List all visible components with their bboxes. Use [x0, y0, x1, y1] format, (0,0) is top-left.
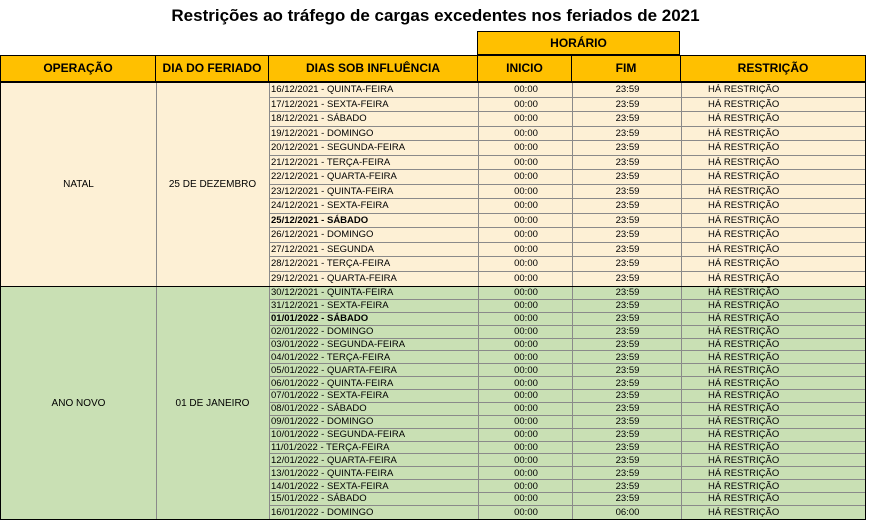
- day-cell: 22/12/2021 - QUARTA-FEIRA: [271, 171, 397, 183]
- fim-cell: 23:59: [572, 257, 682, 271]
- inicio-cell: 00:00: [478, 429, 573, 441]
- restricao-cell: HÁ RESTRIÇÃO: [681, 506, 865, 519]
- day-cell: 18/12/2021 - SÁBADO: [271, 113, 367, 125]
- fim-cell: 23:59: [572, 287, 682, 299]
- fim-cell: 23:59: [572, 199, 682, 213]
- fim-cell: 23:59: [572, 454, 682, 466]
- table-row: [269, 467, 865, 480]
- day-cell: 23/12/2021 - QUINTA-FEIRA: [271, 185, 394, 197]
- restricao-cell: HÁ RESTRIÇÃO: [681, 199, 865, 213]
- fim-cell: 23:59: [572, 416, 682, 428]
- day-cell: 03/01/2022 - SEGUNDA-FEIRA: [271, 338, 406, 350]
- fim-cell: 23:59: [572, 339, 682, 351]
- fim-cell: 23:59: [572, 141, 682, 155]
- restricao-cell: HÁ RESTRIÇÃO: [681, 287, 865, 299]
- day-cell: 06/01/2022 - QUINTA-FEIRA: [271, 377, 394, 389]
- fim-cell: 23:59: [572, 313, 682, 325]
- dias-influencia-header: DIAS SOB INFLUÊNCIA: [268, 55, 478, 82]
- table-row: [269, 287, 865, 300]
- inicio-cell: 00:00: [478, 185, 573, 199]
- fim-header: FIM: [571, 55, 681, 82]
- table-row: [269, 403, 865, 416]
- table-row: [269, 185, 865, 200]
- table-row: [269, 339, 865, 352]
- day-cell: 12/01/2022 - QUARTA-FEIRA: [271, 454, 397, 466]
- fim-cell: 06:00: [572, 506, 682, 519]
- table-row: [269, 416, 865, 429]
- table-row: [269, 493, 865, 506]
- dia-feriado-cell: 25 DE DEZEMBRO: [156, 83, 270, 286]
- day-cell: 11/01/2022 - TERÇA-FEIRA: [271, 441, 390, 453]
- inicio-cell: 00:00: [478, 339, 573, 351]
- fim-cell: 23:59: [572, 442, 682, 454]
- inicio-cell: 00:00: [478, 351, 573, 363]
- day-cell: 24/12/2021 - SEXTA-FEIRA: [271, 200, 389, 212]
- table-row: [269, 454, 865, 467]
- day-cell: 27/12/2021 - SEGUNDA: [271, 243, 374, 255]
- day-cell: 15/01/2022 - SÁBADO: [271, 493, 367, 505]
- fim-cell: 23:59: [572, 300, 682, 312]
- restricao-cell: HÁ RESTRIÇÃO: [681, 228, 865, 242]
- table-row: [269, 351, 865, 364]
- dia-feriado-header: DIA DO FERIADO: [155, 55, 269, 82]
- day-cell: 17/12/2021 - SEXTA-FEIRA: [271, 98, 389, 110]
- fim-cell: 23:59: [572, 185, 682, 199]
- table-row: [269, 272, 865, 287]
- restricao-cell: HÁ RESTRIÇÃO: [681, 83, 865, 97]
- day-cell: 08/01/2022 - SÁBADO: [271, 403, 367, 415]
- inicio-cell: 00:00: [478, 403, 573, 415]
- operacao-header: OPERAÇÃO: [0, 55, 156, 82]
- fim-cell: 23:59: [572, 83, 682, 97]
- inicio-cell: 00:00: [478, 377, 573, 389]
- table-row: [269, 390, 865, 403]
- restricao-cell: HÁ RESTRIÇÃO: [681, 480, 865, 492]
- fim-cell: 23:59: [572, 272, 682, 287]
- fim-cell: 23:59: [572, 214, 682, 228]
- table-row: [269, 127, 865, 142]
- table-row: [269, 257, 865, 272]
- restricao-cell: HÁ RESTRIÇÃO: [681, 112, 865, 126]
- table-row: [269, 442, 865, 455]
- inicio-cell: 00:00: [478, 127, 573, 141]
- inicio-cell: 00:00: [478, 170, 573, 184]
- page-title: Restrições ao tráfego de cargas excedentes nos feriados de 2021: [171, 6, 700, 25]
- day-cell: 02/01/2022 - DOMINGO: [271, 326, 374, 338]
- restricao-cell: HÁ RESTRIÇÃO: [681, 351, 865, 363]
- restricao-cell: HÁ RESTRIÇÃO: [681, 257, 865, 271]
- fim-cell: 23:59: [572, 112, 682, 126]
- inicio-cell: 00:00: [478, 272, 573, 287]
- day-cell: 20/12/2021 - SEGUNDA-FEIRA: [271, 142, 406, 154]
- inicio-cell: 00:00: [478, 83, 573, 97]
- inicio-cell: 00:00: [478, 390, 573, 402]
- fim-cell: 23:59: [572, 480, 682, 492]
- day-cell: 16/01/2022 - DOMINGO: [271, 506, 374, 518]
- inicio-cell: 00:00: [478, 199, 573, 213]
- fim-cell: 23:59: [572, 467, 682, 479]
- inicio-cell: 00:00: [478, 416, 573, 428]
- inicio-cell: 00:00: [478, 156, 573, 170]
- inicio-cell: 00:00: [478, 228, 573, 242]
- table-row: [269, 243, 865, 258]
- day-cell: 14/01/2022 - SEXTA-FEIRA: [271, 480, 389, 492]
- restricao-cell: HÁ RESTRIÇÃO: [681, 390, 865, 402]
- inicio-cell: 00:00: [478, 480, 573, 492]
- fim-cell: 23:59: [572, 377, 682, 389]
- table-row: [269, 300, 865, 313]
- table-row: [269, 313, 865, 326]
- restricao-cell: HÁ RESTRIÇÃO: [681, 493, 865, 505]
- fim-cell: 23:59: [572, 493, 682, 505]
- inicio-cell: 00:00: [478, 214, 573, 228]
- restricao-cell: HÁ RESTRIÇÃO: [681, 454, 865, 466]
- inicio-cell: 00:00: [478, 467, 573, 479]
- table-row: [269, 214, 865, 229]
- table-row: [269, 480, 865, 493]
- restricao-cell: HÁ RESTRIÇÃO: [681, 377, 865, 389]
- inicio-cell: 00:00: [478, 313, 573, 325]
- fim-cell: 23:59: [572, 351, 682, 363]
- day-cell: 25/12/2021 - SÁBADO: [271, 214, 369, 226]
- inicio-cell: 00:00: [478, 493, 573, 505]
- natal-rows: [269, 83, 865, 286]
- table-row: [269, 98, 865, 113]
- day-cell: 13/01/2022 - QUINTA-FEIRA: [271, 467, 394, 479]
- table-row: [269, 364, 865, 377]
- table-row: [269, 429, 865, 442]
- restricao-cell: HÁ RESTRIÇÃO: [681, 272, 865, 287]
- table-row: [269, 112, 865, 127]
- day-cell: 31/12/2021 - SEXTA-FEIRA: [271, 300, 389, 312]
- horario-header: HORÁRIO: [477, 31, 680, 55]
- operacao-cell: ANO NOVO: [1, 287, 157, 519]
- day-cell: 19/12/2021 - DOMINGO: [271, 127, 374, 139]
- ano-novo-rows: [269, 287, 865, 519]
- restricao-cell: HÁ RESTRIÇÃO: [681, 300, 865, 312]
- table-row: [269, 170, 865, 185]
- restricao-cell: HÁ RESTRIÇÃO: [681, 416, 865, 428]
- inicio-cell: 00:00: [478, 442, 573, 454]
- restricao-cell: HÁ RESTRIÇÃO: [681, 214, 865, 228]
- restricao-cell: HÁ RESTRIÇÃO: [681, 98, 865, 112]
- natal-group: [0, 82, 866, 287]
- table-row: [269, 228, 865, 243]
- restricao-cell: HÁ RESTRIÇÃO: [681, 243, 865, 257]
- inicio-cell: 00:00: [478, 300, 573, 312]
- fim-cell: 23:59: [572, 364, 682, 376]
- fim-cell: 23:59: [572, 326, 682, 338]
- table-row: [269, 326, 865, 339]
- table-row: [269, 506, 865, 519]
- fim-cell: 23:59: [572, 127, 682, 141]
- restricao-cell: HÁ RESTRIÇÃO: [681, 313, 865, 325]
- fim-cell: 23:59: [572, 403, 682, 415]
- day-cell: 16/12/2021 - QUINTA-FEIRA: [271, 84, 394, 96]
- inicio-cell: 00:00: [478, 287, 573, 299]
- day-cell: 05/01/2022 - QUARTA-FEIRA: [271, 364, 397, 376]
- restricao-cell: HÁ RESTRIÇÃO: [681, 403, 865, 415]
- day-cell: 28/12/2021 - TERÇA-FEIRA: [271, 258, 391, 270]
- day-cell: 30/12/2021 - QUINTA-FEIRA: [271, 287, 394, 299]
- fim-cell: 23:59: [572, 243, 682, 257]
- fim-cell: 23:59: [572, 390, 682, 402]
- restricao-cell: HÁ RESTRIÇÃO: [681, 364, 865, 376]
- day-cell: 21/12/2021 - TERÇA-FEIRA: [271, 156, 391, 168]
- table-row: [269, 156, 865, 171]
- fim-cell: 23:59: [572, 170, 682, 184]
- inicio-cell: 00:00: [478, 243, 573, 257]
- inicio-header: INICIO: [477, 55, 572, 82]
- dia-feriado-cell: 01 DE JANEIRO: [156, 287, 270, 519]
- inicio-cell: 00:00: [478, 326, 573, 338]
- inicio-cell: 00:00: [478, 454, 573, 466]
- day-cell: 10/01/2022 - SEGUNDA-FEIRA: [271, 429, 406, 441]
- restricao-cell: HÁ RESTRIÇÃO: [681, 141, 865, 155]
- table-row: [269, 83, 865, 98]
- restricao-cell: HÁ RESTRIÇÃO: [681, 442, 865, 454]
- fim-cell: 23:59: [572, 98, 682, 112]
- restricao-cell: HÁ RESTRIÇÃO: [681, 326, 865, 338]
- restricao-cell: HÁ RESTRIÇÃO: [681, 185, 865, 199]
- inicio-cell: 00:00: [478, 112, 573, 126]
- fim-cell: 23:59: [572, 228, 682, 242]
- day-cell: 09/01/2022 - DOMINGO: [271, 416, 374, 428]
- day-cell: 29/12/2021 - QUARTA-FEIRA: [271, 273, 397, 285]
- restricao-cell: HÁ RESTRIÇÃO: [681, 156, 865, 170]
- inicio-cell: 00:00: [478, 506, 573, 519]
- restricao-cell: HÁ RESTRIÇÃO: [681, 429, 865, 441]
- day-cell: 07/01/2022 - SEXTA-FEIRA: [271, 390, 389, 402]
- inicio-cell: 00:00: [478, 364, 573, 376]
- operacao-cell: NATAL: [1, 83, 157, 286]
- table-row: [269, 141, 865, 156]
- table-row: [269, 377, 865, 390]
- inicio-cell: 00:00: [478, 257, 573, 271]
- restricao-cell: HÁ RESTRIÇÃO: [681, 170, 865, 184]
- day-cell: 26/12/2021 - DOMINGO: [271, 229, 374, 241]
- fim-cell: 23:59: [572, 156, 682, 170]
- table-row: [269, 199, 865, 214]
- inicio-cell: 00:00: [478, 98, 573, 112]
- ano-novo-group: [0, 286, 866, 520]
- restricao-header: RESTRIÇÃO: [680, 55, 866, 82]
- restricao-cell: HÁ RESTRIÇÃO: [681, 467, 865, 479]
- fim-cell: 23:59: [572, 429, 682, 441]
- inicio-cell: 00:00: [478, 141, 573, 155]
- restricao-cell: HÁ RESTRIÇÃO: [681, 339, 865, 351]
- day-cell: 04/01/2022 - TERÇA-FEIRA: [271, 351, 391, 363]
- restricao-cell: HÁ RESTRIÇÃO: [681, 127, 865, 141]
- day-cell: 01/01/2022 - SÁBADO: [271, 313, 369, 325]
